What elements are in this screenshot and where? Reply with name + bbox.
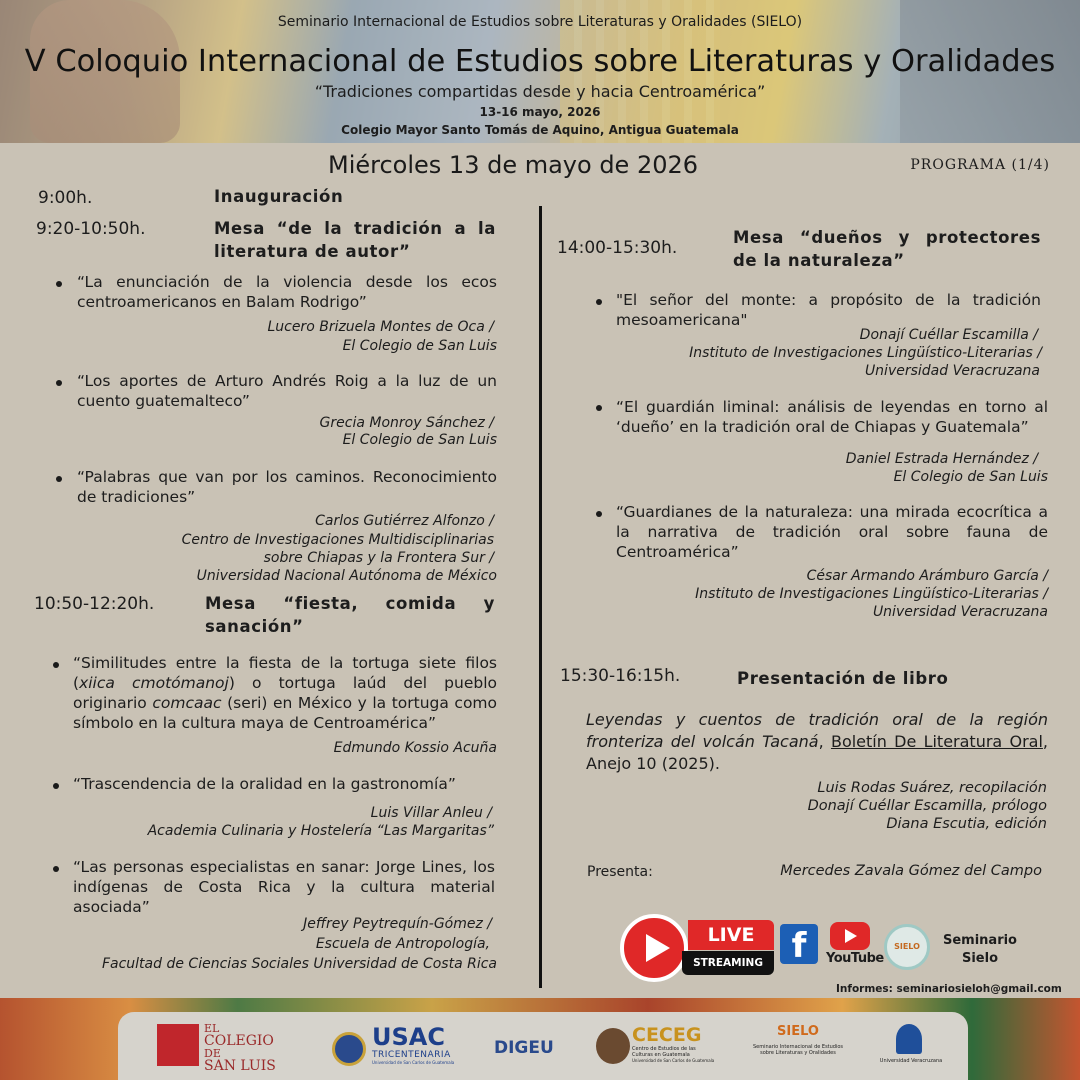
column-divider: [539, 206, 542, 988]
bullet: [596, 299, 602, 305]
book-section-title: Presentación de libro: [737, 669, 949, 688]
mesa3-time: 14:00-15:30h.: [557, 238, 678, 258]
talk-author: Grecia Monroy Sánchez /: [319, 415, 494, 431]
talk-affiliation: Instituto de Investigaciones Lingüístico-Literarias /: [689, 345, 1042, 361]
logo-ceceg: CECEG Centro de Estudios de las Culturas en Guatemala Universidad de San Carlos de Guatemala: [632, 1024, 715, 1063]
talk-affiliation: El Colegio de San Luis: [342, 338, 497, 354]
talk-author: César Armando Arámburo García /: [806, 568, 1048, 584]
logo-digeu: DIGEU: [494, 1038, 554, 1058]
talk-author: Donají Cuéllar Escamilla /: [859, 327, 1038, 343]
talk-affiliation: El Colegio de San Luis: [342, 432, 497, 448]
sielo-logo: SIELO: [884, 924, 930, 970]
people-name: comcaac: [152, 694, 222, 712]
programa-label: PROGRAMA (1/4): [910, 157, 1050, 173]
event-venue: Colegio Mayor Santo Tomás de Aquino, Antigua Guatemala: [341, 123, 739, 137]
footer: [0, 998, 1080, 1080]
inauguration-time: 9:00h.: [38, 188, 93, 208]
mesa1-time: 9:20-10:50h.: [36, 219, 146, 239]
presenta-label: Presenta:: [587, 864, 653, 880]
talk-title: “Similitudes entre la fiesta de la tortuga siete filos (xiica cmotómanoj) o tortuga laúd del pueblo originario comcaac (seri) en México y la tortuga como símbolo en la cultura maya de Centroamérica”: [73, 654, 498, 732]
talk-title: “Trascendencia de la oralidad en la gastronomía”: [73, 775, 456, 793]
journal-link[interactable]: Boletín De Literatura Oral: [830, 732, 1043, 751]
talk-title: “Los aportes de Arturo Andrés Roig a la luz de un cuento guatemalteco”: [77, 372, 497, 410]
talk-affiliation: Centro de Investigaciones Multidisciplinarias: [181, 532, 494, 548]
header-banner: [0, 0, 1080, 143]
bullet: [53, 783, 59, 789]
logo-uv: Universidad Veracruzana: [879, 1058, 943, 1064]
bullet: [56, 380, 62, 386]
book-credit: Diana Escutia, edición: [886, 816, 1047, 832]
talk-title: “Guardianes de la naturaleza: una mirada ecocrítica a la narrativa de tradición oral sobre fauna de Centroamérica”: [616, 503, 1048, 561]
bullet: [56, 281, 62, 287]
talk-affiliation: Universidad Veracruzana: [864, 363, 1040, 379]
book-time: 15:30-16:15h.: [560, 666, 681, 686]
live-badge: LIVE: [688, 920, 774, 950]
event-subtitle: “Tradiciones compartidas desde y hacia Centroamérica”: [314, 82, 766, 101]
day-heading: Miércoles 13 de mayo de 2026: [328, 151, 699, 179]
logo-sielo: SIELO Seminario Internacional de Estudios sobre Literaturas y Oralidades: [752, 1024, 844, 1056]
presenta-name: Mercedes Zavala Gómez del Campo: [780, 863, 1042, 879]
streaming-badge: STREAMING: [682, 951, 774, 975]
bullet: [596, 511, 602, 517]
event-dates: 13-16 mayo, 2026: [479, 105, 601, 119]
book-name: Leyendas y cuentos de tradición oral de la región fronteriza del volcán Tacaná: [586, 710, 1048, 751]
inauguration-title: Inauguración: [214, 187, 344, 206]
talk-affiliation: sobre Chiapas y la Frontera Sur /: [263, 550, 494, 566]
play-icon[interactable]: [620, 914, 688, 982]
talk-affiliation: El Colegio de San Luis: [893, 469, 1048, 485]
talk-title: “Palabras que van por los caminos. Reconocimiento de tradiciones”: [77, 468, 497, 506]
facebook-icon[interactable]: f: [780, 924, 818, 964]
talk-author: Carlos Gutiérrez Alfonzo /: [315, 513, 494, 529]
youtube-icon[interactable]: [830, 922, 870, 950]
contact-email: Informes: seminariosieloh@gmail.com: [836, 983, 1062, 995]
talk-author: Jeffrey Peytrequín-Gómez /: [303, 916, 492, 932]
logo-usac: USAC TRICENTENARIA Universidad de San Carlos de Guatemala: [372, 1023, 455, 1065]
talk-affiliation: Facultad de Ciencias Sociales Universidad de Costa Rica: [101, 956, 497, 972]
organization-name: Seminario Internacional de Estudios sobre Literaturas y Oralidades (SIELO): [277, 14, 803, 30]
talk-author: Luis Villar Anleu /: [370, 805, 492, 821]
mesa2-title: Mesa “fiesta, comida y sanación”: [205, 594, 495, 636]
logo-colegio-san-luis: EL COLEGIO DE SAN LUIS: [204, 1022, 276, 1074]
talk-title: "El señor del monte: a propósito de la tradición mesoamericana": [616, 291, 1041, 329]
talk-author: Edmundo Kossio Acuña: [333, 740, 497, 756]
usac-seal-icon: [332, 1032, 366, 1066]
bullet: [53, 662, 59, 668]
bullet: [596, 405, 602, 411]
bullet: [56, 476, 62, 482]
book-credit: Luis Rodas Suárez, recopilación: [817, 780, 1047, 796]
sielo-name: Seminario Sielo: [942, 933, 1017, 966]
colsan-emblem-icon: [157, 1024, 199, 1066]
species-name: xiica cmotómanoj: [79, 674, 229, 692]
talk-title: “El guardián liminal: análisis de leyendas en torno al ‘dueño’ en la tradición oral de Chiapas y Guatemala”: [616, 398, 1048, 436]
talk-affiliation: Academia Culinaria y Hostelería “Las Margaritas”: [147, 823, 494, 839]
mesa2-time: 10:50-12:20h.: [34, 594, 155, 614]
mesa3-title: Mesa “dueños y protectores de la naturaleza”: [733, 228, 1041, 270]
talk-title: “La enunciación de la violencia desde los ecos centroamericanos en Balam Rodrigo”: [77, 273, 497, 311]
mesa1-title: Mesa “de la tradición a la literatura de autor”: [214, 219, 496, 261]
talk-affiliation: Instituto de Investigaciones Lingüístico-Literarias /: [695, 586, 1048, 602]
uv-flor-icon: [896, 1024, 922, 1054]
talk-affiliation: Universidad Veracruzana: [872, 604, 1048, 620]
talk-affiliation: Escuela de Antropología,: [315, 936, 490, 952]
ceceg-emblem-icon: [596, 1028, 630, 1064]
talk-author: Lucero Brizuela Montes de Oca /: [267, 319, 494, 335]
youtube-label: YouTube: [826, 951, 884, 966]
bullet: [53, 866, 59, 872]
talk-title: “Las personas especialistas en sanar: Jorge Lines, los indígenas de Costa Rica y la cultura material asociada”: [73, 858, 495, 916]
talk-author: Daniel Estrada Hernández /: [845, 451, 1038, 467]
book-reference: Leyendas y cuentos de tradición oral de la región fronteriza del volcán Tacaná, Boletín De Literatura Oral, Anejo 10 (2025).: [586, 710, 1049, 773]
book-credit: Donají Cuéllar Escamilla, prólogo: [807, 798, 1047, 814]
event-title: V Coloquio Internacional de Estudios sobre Literaturas y Oralidades: [24, 44, 1056, 79]
talk-affiliation: Universidad Nacional Autónoma de México: [196, 568, 497, 584]
